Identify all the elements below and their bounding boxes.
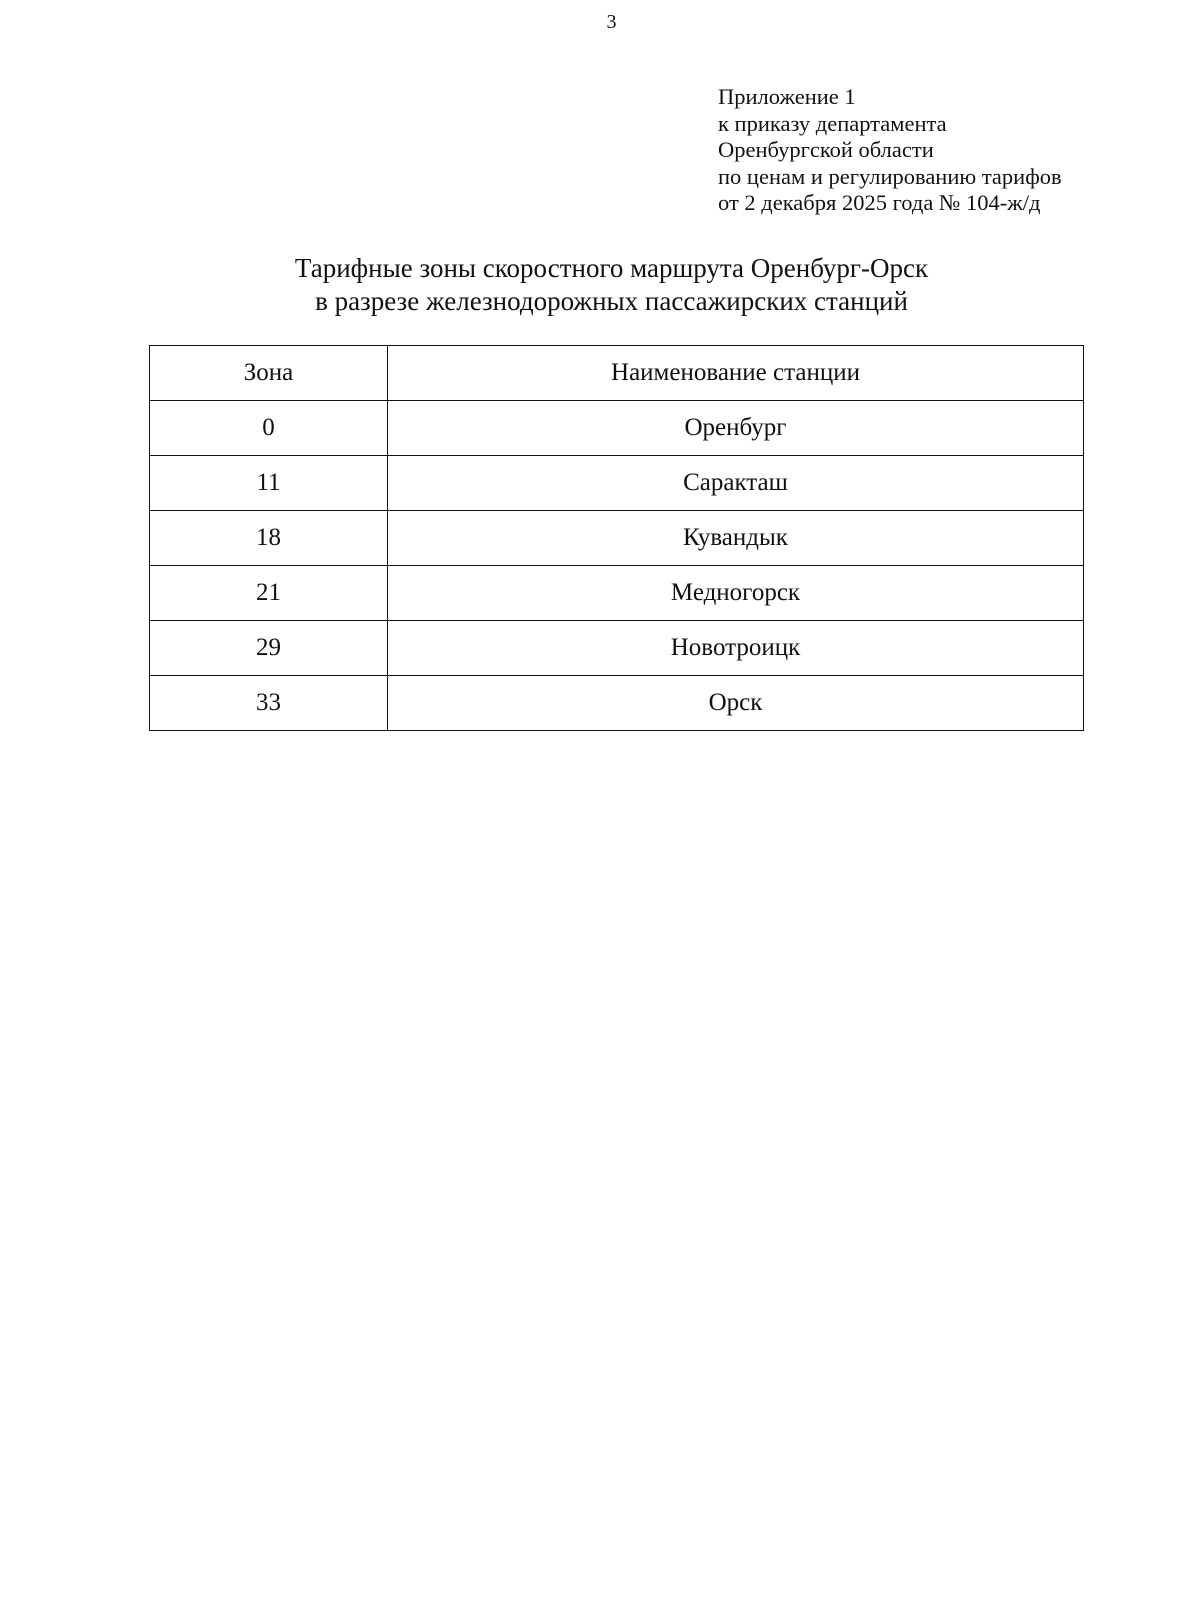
station-cell: Новотроицк [388,621,1084,676]
table-row [150,401,1084,456]
table-row [150,621,1084,676]
station-cell: Саракташ [388,456,1084,511]
zone-cell: 0 [150,401,388,456]
page-number: 3 [606,11,617,33]
zone-cell: 18 [150,511,388,566]
table-row [150,456,1084,511]
appendix-line: Приложение 1 [718,84,856,109]
appendix-line: от 2 декабря 2025 года № 104-ж/д [718,190,1041,215]
table-row [150,511,1084,566]
appendix-line: к приказу департамента [718,110,947,136]
zone-cell: 29 [150,621,388,676]
station-cell: Оренбург [388,401,1084,456]
station-cell: Орск [388,676,1084,731]
station-column-header: Наименование станции [388,346,1084,401]
table-row [150,566,1084,621]
appendix-block [718,84,1062,217]
appendix-line: Оренбургской области [718,137,934,162]
zone-column-header: Зона [150,346,388,401]
station-cell: Медногорск [388,566,1084,621]
tariff-zones-table [149,345,1084,731]
zone-cell: 33 [150,676,388,731]
station-cell: Кувандык [388,511,1084,566]
table-body [150,401,1084,731]
zone-cell: 21 [150,566,388,621]
table-header-row [150,346,1084,401]
zone-cell: 11 [150,456,388,511]
title-line-1: Тарифные зоны скоростного маршрута Оренбург-Орск [294,253,929,283]
table-row [150,676,1084,731]
document-title [0,252,1200,318]
title-line-2: в разрезе железнодорожных пассажирских станций [315,286,908,316]
appendix-line: по ценам и регулированию тарифов [718,163,1062,189]
